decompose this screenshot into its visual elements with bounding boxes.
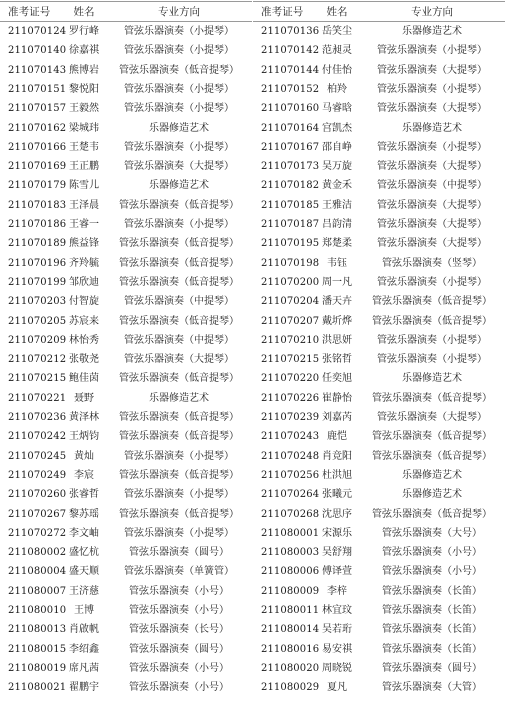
table-row: [253, 408, 505, 428]
major-cell: 管弦乐器演奏（低音提琴）: [119, 508, 239, 520]
name-cell: 张睿哲: [69, 489, 99, 501]
name-cell: 陈雪儿: [69, 180, 99, 192]
name-cell: 崔静怡: [322, 392, 352, 404]
major-cell: 管弦乐器演奏（小提琴）: [124, 83, 234, 95]
table-row: [0, 99, 252, 119]
exam-id-cell: 211070164: [261, 122, 320, 134]
name-cell: 黄金禾: [322, 180, 352, 192]
table-row: [0, 22, 252, 42]
exam-id-cell: 211080009: [261, 585, 320, 597]
name-cell: 熊博岩: [69, 64, 99, 76]
major-cell: 管弦乐器演奏（小号）: [382, 566, 482, 578]
major-cell: 管弦乐器演奏（大提琴）: [124, 354, 234, 366]
major-cell: 管弦乐器演奏（中提琴）: [124, 296, 234, 308]
exam-id-cell: 211070185: [261, 199, 320, 211]
exam-id-cell: 211070249: [8, 469, 67, 481]
major-cell: 管弦乐器演奏（小提琴）: [377, 141, 487, 153]
major-cell: 管弦乐器演奏（小提琴）: [377, 45, 487, 57]
table-row: [0, 524, 252, 544]
name-cell: 林怡秀: [69, 334, 99, 346]
major-cell: 管弦乐器演奏（大提琴）: [124, 161, 234, 173]
table-row: [0, 447, 252, 467]
table-row: [253, 312, 505, 332]
table-row: [0, 119, 252, 139]
major-cell: 管弦乐器演奏（小号）: [129, 585, 229, 597]
table-header-row: [253, 2, 505, 22]
exam-id-cell: 211070256: [261, 469, 320, 481]
name-cell: 王正鹏: [69, 161, 99, 173]
table-row: [0, 620, 252, 640]
name-cell: 苏宸来: [69, 315, 99, 327]
table-row: [0, 389, 252, 409]
exam-id-cell: 211070226: [261, 392, 320, 404]
name-cell: 王博: [74, 605, 94, 616]
major-cell: 管弦乐器演奏（小提琴）: [377, 276, 487, 288]
name-cell: 吕韵清: [322, 219, 352, 230]
major-cell: 管弦乐器演奏（小号）: [129, 662, 229, 674]
exam-id-cell: 211080004: [8, 566, 67, 578]
table-row: [253, 292, 505, 312]
header-exam-id: 准考证号: [8, 6, 51, 18]
major-cell: 管弦乐器演奏（低音提琴）: [372, 296, 492, 308]
exam-id-cell: 211070140: [8, 45, 67, 57]
table-row: [0, 582, 252, 602]
exam-id-cell: 211070187: [261, 219, 320, 230]
major-cell: 管弦乐器演奏（长笛）: [382, 643, 482, 655]
major-cell: 管弦乐器演奏（小提琴）: [124, 219, 234, 230]
name-cell: 席凡茜: [69, 662, 99, 674]
major-cell: 管弦乐器演奏（低音提琴）: [119, 199, 239, 211]
exam-id-cell: 211080016: [261, 643, 320, 655]
exam-id-cell: 211070173: [261, 161, 320, 173]
table-row: [253, 505, 505, 525]
exam-id-cell: 211070205: [8, 315, 67, 327]
major-cell: 管弦乐器演奏（小提琴）: [124, 489, 234, 501]
exam-id-cell: 211070239: [261, 412, 320, 423]
table-row: [0, 678, 252, 698]
name-cell: 付智旋: [69, 296, 99, 308]
major-cell: 管弦乐器演奏（大管）: [382, 682, 482, 694]
table-row: [253, 119, 505, 139]
table-row: [253, 369, 505, 389]
major-cell: 管弦乐器演奏（低音提琴）: [119, 469, 239, 481]
name-cell: 周晓锐: [322, 662, 352, 674]
exam-id-cell: 211070152: [261, 83, 320, 95]
major-cell: 管弦乐器演奏（低音提琴）: [119, 412, 239, 423]
exam-id-cell: 211080015: [8, 643, 67, 655]
major-cell: 管弦乐器演奏（小号）: [129, 682, 229, 694]
exam-id-cell: 211070157: [8, 103, 67, 115]
exam-id-cell: 211070124: [8, 26, 67, 37]
major-cell: 管弦乐器演奏（大号）: [382, 527, 482, 539]
name-cell: 梁城玮: [69, 122, 99, 134]
exam-id-cell: 211070245: [8, 450, 67, 462]
exam-id-cell: 211070167: [261, 141, 320, 153]
table-row: [253, 176, 505, 196]
header-exam-id: 准考证号: [261, 6, 304, 18]
exam-id-cell: 211080006: [261, 566, 320, 578]
exam-id-cell: 211070210: [261, 334, 320, 346]
exam-id-cell: 211070212: [8, 354, 67, 366]
name-cell: 张敬尧: [69, 354, 99, 366]
name-cell: 肖啟帆: [69, 624, 99, 636]
name-cell: 夏凡: [327, 682, 347, 694]
table-row: [0, 292, 252, 312]
exam-id-cell: 211070236: [8, 412, 67, 423]
name-cell: 吴舒翔: [322, 547, 352, 559]
major-cell: 管弦乐器演奏（中提琴）: [377, 180, 487, 192]
name-cell: 傅译萱: [322, 566, 352, 578]
major-cell: 管弦乐器演奏（大提琴）: [377, 103, 487, 115]
table-row: [253, 620, 505, 640]
exam-id-cell: 211070166: [8, 141, 67, 153]
table-row: [253, 524, 505, 544]
major-cell: 管弦乐器演奏（低音提琴）: [372, 315, 492, 327]
major-cell: 管弦乐器演奏（低音提琴）: [119, 315, 239, 327]
header-major: 专业方向: [411, 6, 453, 18]
table-row: [0, 505, 252, 525]
name-cell: 李文岫: [69, 527, 99, 539]
exam-id-cell: 211070215: [261, 354, 320, 366]
exam-id-cell: 211070198: [261, 257, 320, 269]
major-cell: 管弦乐器演奏（长笛）: [382, 624, 482, 636]
table-row: [253, 273, 505, 293]
exam-id-cell: 211070182: [261, 180, 320, 192]
table-row: [0, 369, 252, 389]
table-row: [0, 176, 252, 196]
name-cell: 吴若珩: [322, 624, 352, 636]
table-row: [253, 659, 505, 679]
major-cell: 管弦乐器演奏（低音提琴）: [372, 508, 492, 520]
exam-id-cell: 211070272: [8, 527, 67, 539]
right-table: [253, 0, 505, 723]
name-cell: 王睿一: [69, 219, 99, 230]
major-cell: 管弦乐器演奏（长笛）: [382, 605, 482, 616]
major-cell: 管弦乐器演奏（小提琴）: [377, 334, 487, 346]
exam-id-cell: 211070242: [8, 431, 67, 443]
name-cell: 张铭哲: [322, 354, 352, 366]
name-cell: 鹿恺: [327, 431, 347, 443]
name-cell: 盛天顺: [69, 566, 99, 578]
table-row: [253, 196, 505, 216]
table-row: [253, 447, 505, 467]
name-cell: 吴万旋: [322, 161, 352, 173]
name-cell: 黄泽林: [69, 412, 99, 423]
name-cell: 范昶灵: [322, 45, 352, 57]
name-cell: 潘天卉: [322, 296, 352, 308]
table-row: [0, 331, 252, 351]
name-cell: 熊益锋: [69, 238, 99, 250]
major-cell: 管弦乐器演奏（大提琴）: [377, 161, 487, 173]
exam-id-cell: 211070215: [8, 373, 67, 385]
major-cell: 管弦乐器演奏（长笛）: [382, 585, 482, 597]
major-cell: 乐器修造艺术: [149, 122, 209, 134]
name-cell: 张曦元: [322, 489, 352, 501]
table-row: [253, 41, 505, 61]
major-cell: 管弦乐器演奏（中提琴）: [124, 334, 234, 346]
exam-id-cell: 211070243: [261, 431, 320, 443]
table-row: [0, 138, 252, 158]
exam-id-cell: 211070169: [8, 161, 67, 173]
name-cell: 聂野: [74, 392, 94, 404]
major-cell: 乐器修造艺术: [149, 180, 209, 192]
name-cell: 周一凡: [322, 276, 352, 288]
name-cell: 柏羚: [327, 83, 347, 95]
exam-id-cell: 211070160: [261, 103, 320, 115]
major-cell: 管弦乐器演奏（小提琴）: [124, 103, 234, 115]
exam-id-cell: 211070179: [8, 180, 67, 192]
table-row: [0, 234, 252, 254]
exam-id-cell: 211070268: [261, 508, 320, 520]
major-cell: 管弦乐器演奏（低音提琴）: [119, 373, 239, 385]
table-row: [0, 254, 252, 274]
exam-id-cell: 211080002: [8, 547, 67, 559]
exam-id-cell: 211070183: [8, 199, 67, 211]
exam-id-cell: 211070209: [8, 334, 67, 346]
table-row: [0, 273, 252, 293]
exam-id-cell: 211070144: [261, 64, 320, 76]
exam-id-cell: 211080010: [8, 605, 67, 616]
exam-id-cell: 211070199: [8, 276, 67, 288]
left-table: [0, 0, 252, 723]
major-cell: 管弦乐器演奏（低音提琴）: [372, 392, 492, 404]
major-cell: 管弦乐器演奏（小提琴）: [124, 45, 234, 57]
name-cell: 郑楚柔: [322, 238, 352, 250]
name-cell: 王济慈: [69, 585, 99, 597]
name-cell: 黎悦阳: [69, 83, 99, 95]
table-row: [0, 601, 252, 621]
major-cell: 管弦乐器演奏（小提琴）: [124, 26, 234, 37]
exam-id-cell: 211080014: [261, 624, 320, 636]
name-cell: 李绍鑫: [69, 643, 99, 655]
name-cell: 戴圻烨: [322, 315, 352, 327]
table-row: [253, 350, 505, 370]
table-row: [0, 41, 252, 61]
exam-id-cell: 211070142: [261, 45, 320, 57]
name-cell: 王泽晨: [69, 199, 99, 211]
name-cell: 李宸: [74, 469, 94, 481]
exam-id-cell: 211070220: [261, 373, 320, 385]
name-cell: 刘嘉芮: [322, 412, 352, 423]
exam-id-cell: 211080011: [261, 605, 320, 616]
name-cell: 肖竞阳: [322, 450, 352, 462]
name-cell: 鲍佳茵: [69, 373, 99, 385]
table-row: [253, 601, 505, 621]
exam-id-cell: 211070143: [8, 64, 67, 76]
table-row: [0, 485, 252, 505]
name-cell: 马睿晗: [322, 103, 352, 115]
exam-id-cell: 211080021: [8, 682, 67, 694]
major-cell: 乐器修造艺术: [402, 122, 462, 134]
major-cell: 管弦乐器演奏（长号）: [129, 624, 229, 636]
name-cell: 韦钰: [327, 257, 347, 269]
table-row: [253, 61, 505, 81]
major-cell: 管弦乐器演奏（低音提琴）: [119, 431, 239, 443]
header-major: 专业方向: [158, 6, 200, 18]
table-row: [253, 138, 505, 158]
exam-id-cell: 211070162: [8, 122, 67, 134]
table-row: [0, 543, 252, 563]
table-row: [253, 215, 505, 235]
major-cell: 管弦乐器演奏（低音提琴）: [119, 64, 239, 76]
major-cell: 管弦乐器演奏（低音提琴）: [119, 276, 239, 288]
table-row: [253, 331, 505, 351]
name-cell: 宋源乐: [322, 527, 352, 539]
major-cell: 管弦乐器演奏（大提琴）: [377, 219, 487, 230]
table-row: [0, 157, 252, 177]
table-row: [253, 80, 505, 100]
name-cell: 林宜玟: [322, 605, 352, 616]
exam-id-cell: 211070189: [8, 238, 67, 250]
name-cell: 洪思妍: [322, 334, 352, 346]
major-cell: 管弦乐器演奏（小提琴）: [377, 83, 487, 95]
major-cell: 乐器修造艺术: [149, 392, 209, 404]
major-cell: 管弦乐器演奏（圆号）: [129, 643, 229, 655]
table-row: [0, 408, 252, 428]
major-cell: 乐器修造艺术: [402, 26, 462, 37]
exam-id-cell: 211070186: [8, 219, 67, 230]
exam-id-cell: 211070267: [8, 508, 67, 520]
name-cell: 邵自峥: [322, 141, 352, 153]
major-cell: 管弦乐器演奏（小提琴）: [377, 354, 487, 366]
table-row: [0, 640, 252, 660]
major-cell: 管弦乐器演奏（大提琴）: [377, 64, 487, 76]
exam-id-cell: 211080003: [261, 547, 320, 559]
table-row: [0, 196, 252, 216]
exam-id-cell: 211070221: [8, 392, 67, 404]
major-cell: 管弦乐器演奏（小号）: [382, 547, 482, 559]
name-cell: 任奕旭: [322, 373, 352, 385]
name-cell: 沈思序: [322, 508, 352, 520]
name-cell: 黎苏瑶: [69, 508, 99, 520]
major-cell: 管弦乐器演奏（竖琴）: [382, 257, 482, 269]
exam-id-cell: 211070151: [8, 83, 67, 95]
exam-id-cell: 211080001: [261, 527, 320, 539]
major-cell: 管弦乐器演奏（小提琴）: [124, 141, 234, 153]
major-cell: 乐器修造艺术: [402, 489, 462, 501]
table-row: [253, 234, 505, 254]
exam-id-cell: 211070260: [8, 489, 67, 501]
name-cell: 黄灿: [74, 450, 94, 462]
major-cell: 管弦乐器演奏（低音提琴）: [372, 431, 492, 443]
exam-id-cell: 211070196: [8, 257, 67, 269]
table-row: [0, 466, 252, 486]
name-cell: 徐嘉祺: [69, 45, 99, 57]
table-row: [0, 350, 252, 370]
name-cell: 邹欣迪: [69, 276, 99, 288]
major-cell: 管弦乐器演奏（小号）: [129, 605, 229, 616]
name-cell: 齐羚毓: [69, 257, 99, 269]
major-cell: 管弦乐器演奏（小提琴）: [124, 527, 234, 539]
table-row: [253, 543, 505, 563]
name-cell: 王毅然: [69, 103, 99, 115]
major-cell: 管弦乐器演奏（单簧管）: [124, 566, 234, 578]
table-row: [253, 485, 505, 505]
major-cell: 管弦乐器演奏（低音提琴）: [372, 450, 492, 462]
major-cell: 乐器修造艺术: [402, 373, 462, 385]
name-cell: 易安祺: [322, 643, 352, 655]
header-name: 姓名: [326, 6, 348, 18]
exam-id-cell: 211080013: [8, 624, 67, 636]
exam-id-cell: 211080020: [261, 662, 320, 674]
table-row: [253, 389, 505, 409]
name-cell: 宫凯杰: [322, 122, 352, 134]
table-row: [253, 427, 505, 447]
table-row: [253, 22, 505, 42]
table-row: [0, 215, 252, 235]
table-row: [0, 312, 252, 332]
header-name: 姓名: [73, 6, 95, 18]
exam-id-cell: 211070200: [261, 276, 320, 288]
exam-id-cell: 211070204: [261, 296, 320, 308]
table-row: [253, 562, 505, 582]
exam-id-cell: 211070203: [8, 296, 67, 308]
table-row: [253, 640, 505, 660]
table-row: [0, 427, 252, 447]
major-cell: 管弦乐器演奏（低音提琴）: [119, 238, 239, 250]
name-cell: 王炳钧: [69, 431, 99, 443]
name-cell: 王楚韦: [69, 141, 99, 153]
exam-id-cell: 211070264: [261, 489, 320, 501]
table-row: [253, 254, 505, 274]
name-cell: 王雅洁: [322, 199, 352, 211]
table-row: [0, 80, 252, 100]
exam-id-cell: 211080007: [8, 585, 67, 597]
table-row: [253, 582, 505, 602]
table-row: [253, 678, 505, 698]
name-cell: 翟鹏宇: [69, 682, 99, 694]
major-cell: 管弦乐器演奏（大提琴）: [377, 412, 487, 423]
major-cell: 管弦乐器演奏（圆号）: [382, 662, 482, 674]
exam-id-cell: 211080019: [8, 662, 67, 674]
name-cell: 杜洪旭: [322, 469, 352, 481]
table-row: [0, 659, 252, 679]
major-cell: 管弦乐器演奏（大提琴）: [377, 199, 487, 211]
major-cell: 乐器修造艺术: [402, 469, 462, 481]
exam-id-cell: 211070136: [261, 26, 320, 37]
major-cell: 管弦乐器演奏（低音提琴）: [119, 257, 239, 269]
major-cell: 管弦乐器演奏（大提琴）: [377, 238, 487, 250]
exam-id-cell: 211070195: [261, 238, 320, 250]
table-header-row: [0, 2, 252, 22]
name-cell: 罗行峰: [69, 26, 99, 37]
major-cell: 管弦乐器演奏（圆号）: [129, 547, 229, 559]
exam-id-cell: 211070207: [261, 315, 320, 327]
exam-id-cell: 211080029: [261, 682, 320, 694]
major-cell: 管弦乐器演奏（小提琴）: [124, 450, 234, 462]
table-row: [253, 99, 505, 119]
name-cell: 付佳怡: [322, 64, 352, 76]
table-row: [253, 157, 505, 177]
table-row: [0, 562, 252, 582]
exam-id-cell: 211070248: [261, 450, 320, 462]
name-cell: 岳笑尘: [322, 26, 352, 37]
name-cell: 盛忆杭: [69, 547, 99, 559]
name-cell: 李梓: [327, 585, 347, 597]
table-row: [0, 61, 252, 81]
table-row: [253, 466, 505, 486]
